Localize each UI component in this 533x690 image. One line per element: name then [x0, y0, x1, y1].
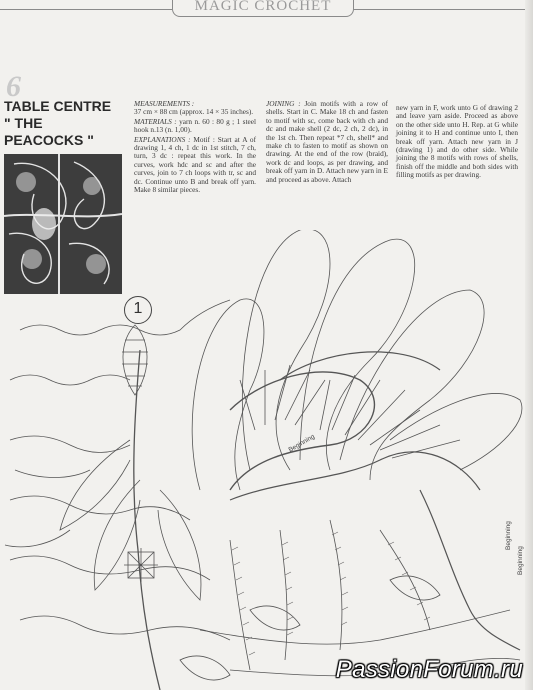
watermark: PassionForum.ru — [335, 656, 523, 683]
explanations-text: Motif : Start at A of drawing 1, 4 ch, 1 dc in 1st stitch, 7 ch, turn, 3 dc : repeat this work. In the curves, work hdc and sc and after the curves, join to 7 ch loops with tr, sc and dc. Continue unto B and break off yarn. Make 8 similar pieces. — [134, 134, 257, 195]
pattern-title-line: TABLE CENTRE — [4, 98, 112, 114]
pattern-title — [4, 98, 124, 149]
magazine-title: MAGIC CROCHET — [172, 0, 354, 17]
joining-label: JOINING : — [266, 99, 301, 108]
feather-loop — [192, 299, 264, 490]
materials-label: MATERIALS : — [134, 116, 177, 126]
measurements-text: 37 cm × 88 cm (approx. 14 × 35 inches). — [134, 107, 254, 117]
instructions-column-2 — [266, 100, 388, 185]
header-rule-right — [352, 9, 533, 10]
page-spine — [525, 0, 533, 690]
continued-text: new yarn in F, work unto G of drawing 2 and leave yarn aside. Proceed as above on the other side unto H. Rep. at G while joining it to H and continue unto I, then break off yarn. Attach new yarn in J (drawing 1) and do other side. While joining the 8 motifs with rows of shells, finish off the middle and both sides with filling motifs as per drawing. — [396, 103, 518, 180]
pattern-number: 6 — [6, 70, 21, 103]
crochet-diagram — [0, 230, 533, 690]
feather-loop — [390, 394, 522, 470]
header-rule-left — [0, 9, 172, 10]
label-beginning-3: Beginning — [517, 546, 524, 575]
pattern-title-line: " THE — [4, 115, 43, 131]
measurements-label: MEASUREMENTS : — [134, 99, 195, 108]
instructions-column-1 — [134, 100, 256, 195]
label-beginning-1: Beginning — [287, 433, 317, 454]
materials-text: yarn n. 60 : 80 g ; 1 steel hook n.13 (n. 1,00). — [134, 116, 257, 135]
joining-text: Join motifs with a row of shells. Start in C. Make 18 ch and fasten to motif with sc, come back with ch and dc and make shell (2 dc, 2 ch, 2 dc), in the 1st ch. Then repeat *7 ch, shell* and make ch to fasten to motif as shown on drawing. At the end of the row (braid), work dc and loops, as per drawing, and break off yarn in D. Attach new yarn in E and proceed as above. Attach — [266, 99, 388, 184]
label-beginning-2: Beginning — [505, 521, 512, 550]
explanations-label: EXPLANATIONS : — [134, 134, 191, 144]
diagram-number: 1 — [124, 296, 152, 324]
instructions-column-3 — [396, 104, 518, 181]
pattern-title-line: PEACOCKS " — [4, 132, 94, 148]
header-bar — [0, 0, 533, 16]
feather-loop — [242, 230, 330, 470]
feather-loop — [300, 239, 415, 470]
